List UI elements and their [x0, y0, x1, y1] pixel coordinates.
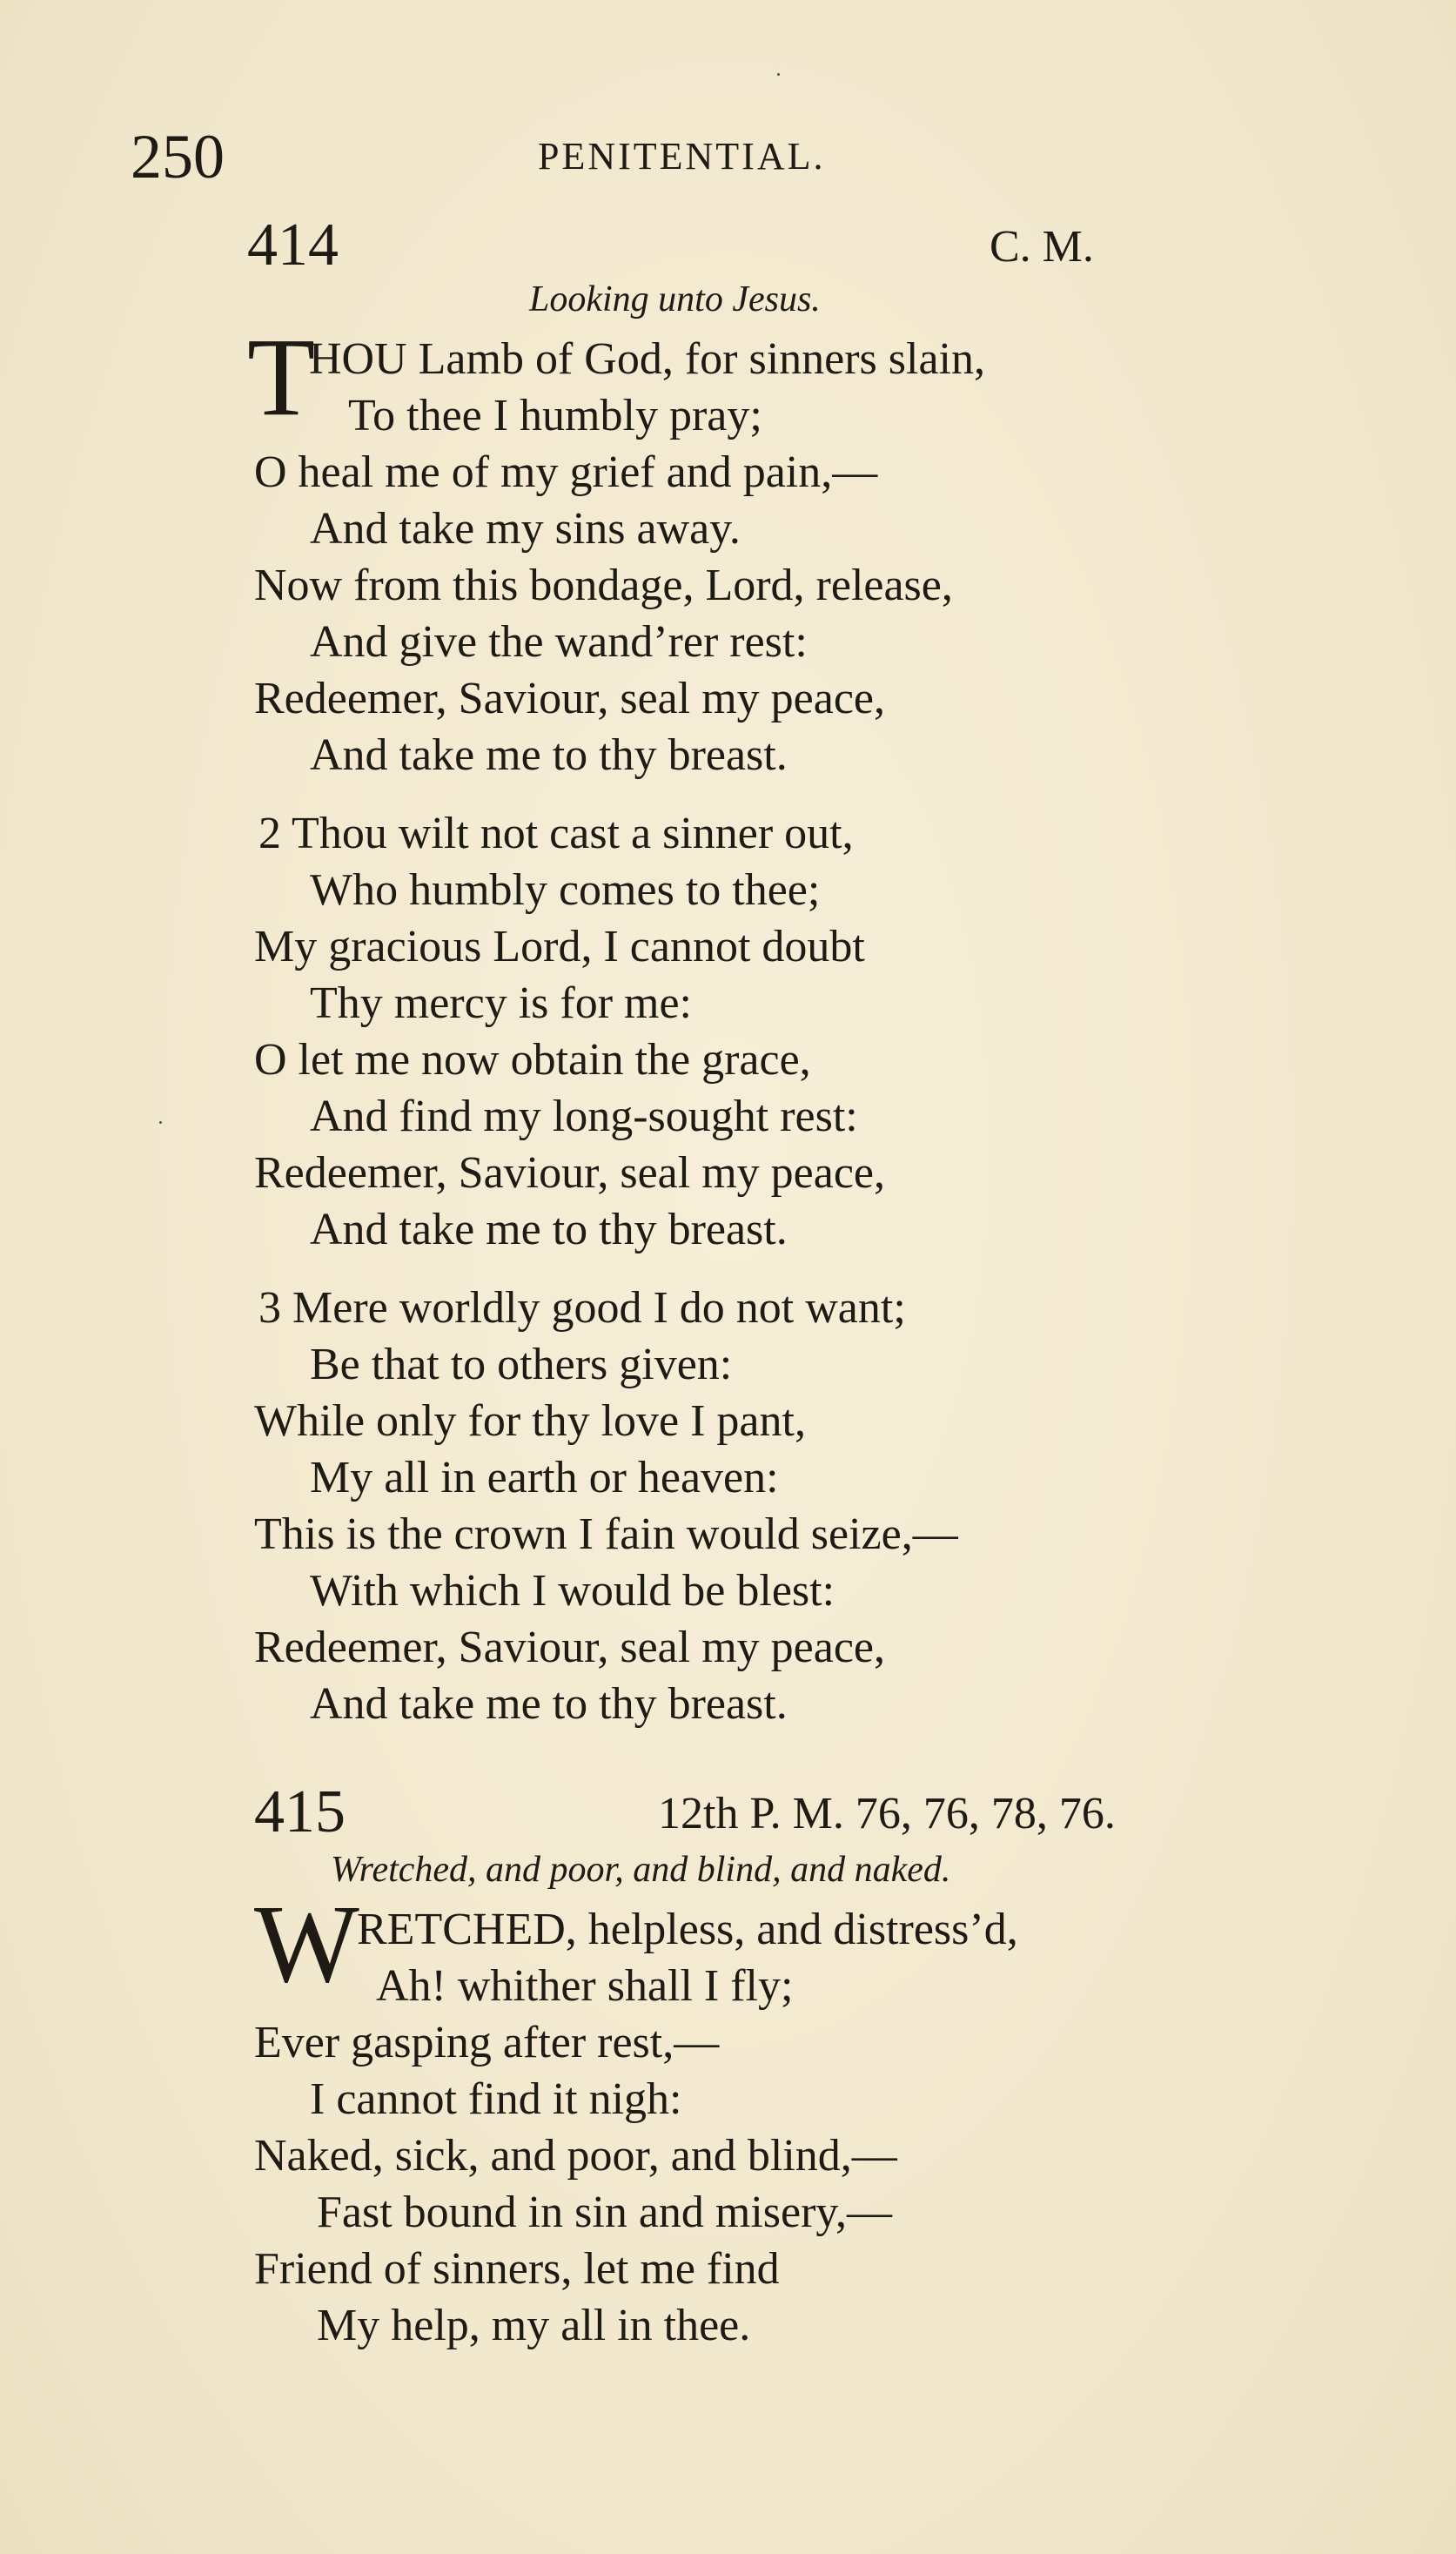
- verse-line: HOU Lamb of God, for sinners slain,: [309, 334, 985, 384]
- verse-line: Who humbly comes to thee;: [310, 865, 821, 915]
- hymn-meter: 12th P. M. 76, 76, 78, 76.: [658, 1789, 1116, 1838]
- drop-cap: T: [247, 315, 316, 439]
- verse-line: And take me to thy breast.: [310, 1205, 788, 1254]
- verse-line: While only for thy love I pant,: [254, 1396, 806, 1446]
- verse-line: Ah! whither shall I fly;: [376, 1961, 794, 2011]
- running-title: PENITENTIAL.: [538, 135, 826, 178]
- verse-line: My help, my all in thee.: [317, 2301, 751, 2350]
- verse-line: I cannot find it nigh:: [310, 2074, 682, 2124]
- verse-line: O let me now obtain the grace,: [254, 1035, 811, 1085]
- hymn-subtitle: Wretched, and poor, and blind, and naked.: [331, 1850, 951, 1890]
- verse-line: To thee I humbly pray;: [348, 391, 762, 440]
- verse-line: And find my long-sought rest:: [310, 1092, 858, 1141]
- verse-line: And take me to thy breast.: [310, 730, 788, 780]
- drop-cap: W: [254, 1882, 359, 2006]
- hymn-number: 414: [247, 212, 339, 279]
- hymn-subtitle: Looking unto Jesus.: [529, 279, 821, 319]
- verse-line: My gracious Lord, I cannot doubt: [254, 922, 865, 971]
- verse-line: This is the crown I fain would seize,—: [254, 1509, 958, 1559]
- verse-line: Naked, sick, and poor, and blind,—: [254, 2131, 897, 2181]
- hymn-meter: C. M.: [990, 222, 1094, 272]
- verse-line: And give the wand’rer rest:: [310, 617, 808, 667]
- verse-line: With which I would be blest:: [310, 1566, 835, 1616]
- verse-line: Redeemer, Saviour, seal my peace,: [254, 1623, 885, 1672]
- verse-line: 2 Thou wilt not cast a sinner out,: [258, 809, 854, 858]
- verse-line: 3 Mere worldly good I do not want;: [258, 1283, 906, 1333]
- verse-line: RETCHED, helpless, and distress’d,: [357, 1905, 1018, 1954]
- verse-line: Friend of sinners, let me find: [254, 2244, 780, 2294]
- verse-line: And take my sins away.: [310, 504, 741, 554]
- verse-line: My all in earth or heaven:: [310, 1453, 779, 1502]
- verse-line: And take me to thy breast.: [310, 1679, 788, 1729]
- verse-line: Fast bound in sin and misery,—: [317, 2188, 893, 2237]
- verse-line: Thy mercy is for me:: [310, 978, 692, 1028]
- verse-line: O heal me of my grief and pain,—: [254, 447, 878, 497]
- verse-line: Ever gasping after rest,—: [254, 2018, 720, 2067]
- print-speck: [159, 1121, 162, 1124]
- page-number: 250: [131, 122, 225, 192]
- verse-line: Redeemer, Saviour, seal my peace,: [254, 674, 885, 723]
- print-speck: [777, 73, 780, 76]
- verse-line: Redeemer, Saviour, seal my peace,: [254, 1148, 885, 1198]
- hymn-number: 415: [254, 1778, 346, 1845]
- verse-line: Now from this bondage, Lord, release,: [254, 561, 953, 610]
- verse-line: Be that to others given:: [310, 1340, 733, 1389]
